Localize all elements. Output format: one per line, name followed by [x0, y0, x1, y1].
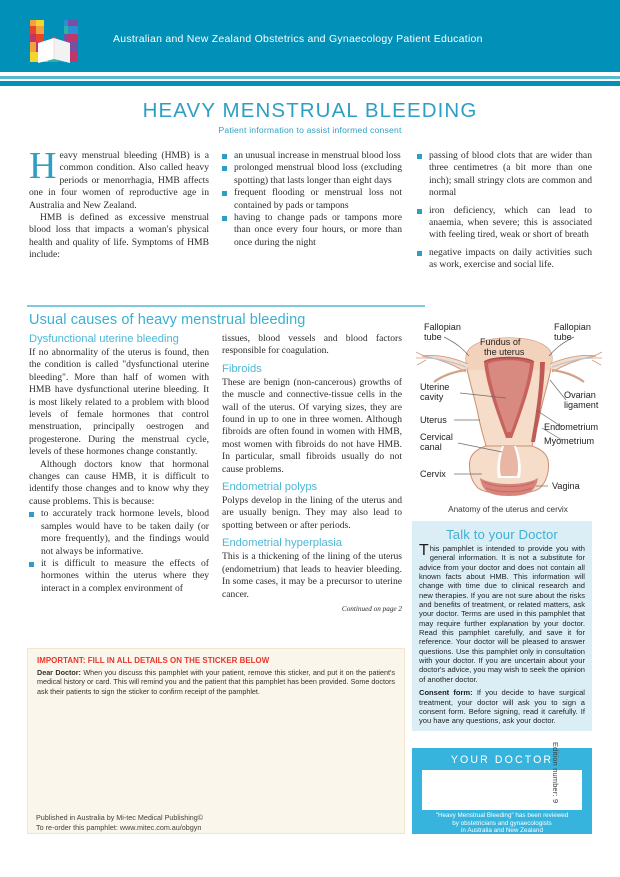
causes-mid-continued-text: tissues, blood vessels and blood factors responsible for coagulation.	[222, 333, 402, 357]
section-heading: Usual causes of heavy menstrual bleeding	[29, 312, 306, 328]
list-item: passing of blood clots that are wider than three centimetres (a bit more than one inch); small stringy clots are common and normal	[417, 150, 592, 200]
reviewed-statement	[418, 812, 586, 835]
causes-mid-p3: Polyps develop in the lining of the uterus and are usually benign. They may also lead to spotting between or after periods.	[222, 495, 402, 531]
your-doctor-box	[412, 748, 592, 834]
ttd-drop-cap: T	[419, 542, 429, 559]
consent-form-paragraph	[419, 688, 585, 725]
publisher-footer	[36, 813, 203, 832]
your-doctor-heading: YOUR DOCTOR	[450, 754, 554, 766]
talk-to-doctor-panel	[412, 521, 592, 731]
reviewed-line-1: "Heavy Menstrual Bleeding" has been reviewed	[435, 812, 569, 819]
label-fallopian-tube-left-2: tube	[424, 332, 442, 342]
causes-left-p1: If no abnormality of the uterus is found, then the condition is called "dysfunctional uterine bleeding". More than half of women with HMB have dysfunctional uterine bleeding. It is most likely related to a problem with blood levels of female hormones that control menstruation, principally oestrogen and progesterone. During the menstrual cycle, levels of these hormones change constantly.	[29, 347, 209, 458]
consent-form-text: If you decide to have surgical treatment, your doctor will ask you to sign a consent form. Before signing, read it carefully. If you have any questions, ask your doctor.	[419, 688, 585, 726]
label-cervical-canal-1: Cervical	[420, 432, 453, 442]
intro-column-1	[29, 145, 209, 262]
header-rule-light	[0, 76, 620, 79]
section-divider	[27, 305, 425, 307]
label-fundus-2: the uterus	[484, 347, 525, 357]
list-item: negative impacts on daily activities such as work, exercise and social life.	[417, 247, 592, 272]
list-item: an unusual increase in menstrual blood loss	[222, 150, 402, 162]
header-rule-dark	[0, 81, 620, 86]
causes-mid-p2: These are benign (non-cancerous) growths of the muscle and connective-tissue cells in the wall of the uterus. Of varying sizes, they are found in up to one in three women. Although fibroids are often found in women with HMB, most women with fibroids do not have HMB. In particular, small fibroids usually do not cause problems.	[222, 376, 402, 475]
subheading-fibroids: Fibroids	[222, 362, 262, 375]
uterus-anatomy-diagram	[414, 310, 604, 505]
subheading-endometrial-polyps: Endometrial polyps	[222, 481, 318, 494]
list-item: prolonged menstrual blood loss (excluding spotting) that lasts longer than eight days	[222, 162, 402, 187]
label-cervical-canal-2: canal	[420, 442, 442, 452]
intro-paragraph-1	[29, 145, 209, 212]
label-fallopian-tube-left: Fallopian	[424, 322, 461, 332]
masthead-banner	[0, 0, 620, 72]
sticker-heading: IMPORTANT: FILL IN ALL DETAILS ON THE STICKER BELOW	[37, 656, 270, 665]
figure-caption: Anatomy of the uterus and cervix	[448, 505, 568, 514]
talk-to-doctor-heading: Talk to your Doctor	[446, 527, 558, 542]
label-fundus-1: Fundus of	[480, 337, 521, 347]
label-uterine-cavity-1: Uterine	[420, 382, 450, 392]
label-endometrium: Endometrium	[544, 422, 599, 432]
publisher-line-2: To re-order this pamphlet: www.mitec.com.au/obgyn	[36, 822, 202, 832]
list-item: frequent flooding or menstrual loss not contained by pads or tampons	[222, 187, 402, 212]
causes-left-p2: Although doctors know that hormonal changes can cause HMB, it is difficult to identify those changes and to know why they cause problems. This is because:	[29, 458, 209, 507]
label-uterus: Uterus	[420, 415, 447, 425]
sticker-body	[37, 668, 395, 696]
label-cervix: Cervix	[420, 469, 446, 479]
symptom-list-1	[222, 150, 402, 249]
label-uterine-cavity-2: cavity	[420, 392, 444, 402]
list-item: it is difficult to measure the effects of hormones within the uterus where they interact in a complex environment of	[29, 558, 209, 595]
sticker-instruction-box	[27, 648, 405, 834]
intro-column-2	[222, 150, 402, 249]
talk-to-doctor-paragraph	[419, 544, 585, 684]
sticker-body-text: When you discuss this pamphlet with your patient, remove this sticker, and put it on the patient's medical history or card. This will remind you and the patient that this pamphlet has been provided. Some doctors ask their patients to sign the sticker to confirm receipt of the pamphlet.	[37, 668, 395, 696]
subheading-dysfunctional-uterine-bleeding: Dysfunctional uterine bleeding	[29, 333, 179, 345]
list-item: to accurately track hormone levels, blood samples would have to be taken daily (or more frequently), and the findings would not always be informative.	[29, 508, 209, 558]
subheading-endometrial-hyperplasia: Endometrial hyperplasia	[222, 537, 343, 550]
edition-number: Edition number: 9	[551, 742, 560, 804]
causes-mid-p4: This is a thickening of the lining of the uterus (endometrium) that leads to heavier bleeding. In some cases, it may be a precursor to uterine cancer.	[222, 551, 402, 600]
label-myometrium: Myometrium	[544, 436, 595, 446]
list-item: having to change pads or tampons more than once every four hours, or more than once during the night	[222, 212, 402, 249]
page-subtitle: Patient information to assist informed consent	[218, 125, 402, 135]
symptom-list-2	[417, 150, 592, 272]
continued-note: Continued on page 2	[341, 604, 402, 613]
label-fallopian-tube-right-2: tube	[554, 332, 572, 342]
mitec-book-logo	[26, 16, 82, 66]
intro-column-3	[417, 150, 592, 272]
page-title: HEAVY MENSTRUAL BLEEDING	[142, 99, 478, 122]
ttd-para1-text: his pamphlet is intended to provide you with general information. It is not a substitute for advice from your doctor and does not contain all known facts about HMB. This information will change with time due to clinical research and new therapies. If you are not sure about the risks and benefits of treatment, or related matters, ask your doctor. Terms are used in this pamphlet that may require further explanation by your doctor. Read this pamphlet carefully, and save it for reference. Your doctor will be pleased to answer questions. Use this pamphlet only in consultation with your doctor. If you are uncertain about your doctor's advice, you may wish to seek the opinion of another doctor.	[419, 544, 585, 684]
drop-cap: H	[29, 145, 57, 187]
label-fallopian-tube-right: Fallopian	[554, 322, 591, 332]
list-item: iron deficiency, which can lead to anaemia, when severe; this is associated with feeling tired, weak or short of breath	[417, 205, 592, 242]
causes-left-list	[29, 508, 209, 595]
reviewed-line-3: in Australia and New Zealand	[461, 827, 543, 835]
label-ovarian-ligament-2: ligament	[564, 400, 599, 410]
reviewed-line-2: by obstetricians and gynaecologists	[452, 819, 552, 827]
masthead-title: Australian and New Zealand Obstetrics and Gynaecology Patient Education	[113, 33, 483, 45]
intro-p1-text: eavy menstrual bleeding (HMB) is a common condition. Also called heavy periods or menorrhagia, HMB affects one in four women of reproductive age in Australia and New Zealand.	[29, 150, 209, 211]
intro-paragraph-2: HMB is defined as excessive menstrual blood loss that impacts a woman's physical health and quality of life. Symptoms of HMB include:	[29, 212, 209, 261]
causes-column-middle	[222, 333, 402, 615]
causes-column-left	[29, 333, 209, 595]
dear-doctor-label: Dear Doctor:	[37, 668, 81, 677]
publisher-line-1: Published in Australia by Mi-tec Medical Publishing©	[36, 813, 204, 822]
consent-form-label: Consent form:	[419, 688, 473, 698]
label-ovarian-ligament-1: Ovarian	[564, 390, 596, 400]
label-vagina: Vagina	[552, 481, 580, 491]
